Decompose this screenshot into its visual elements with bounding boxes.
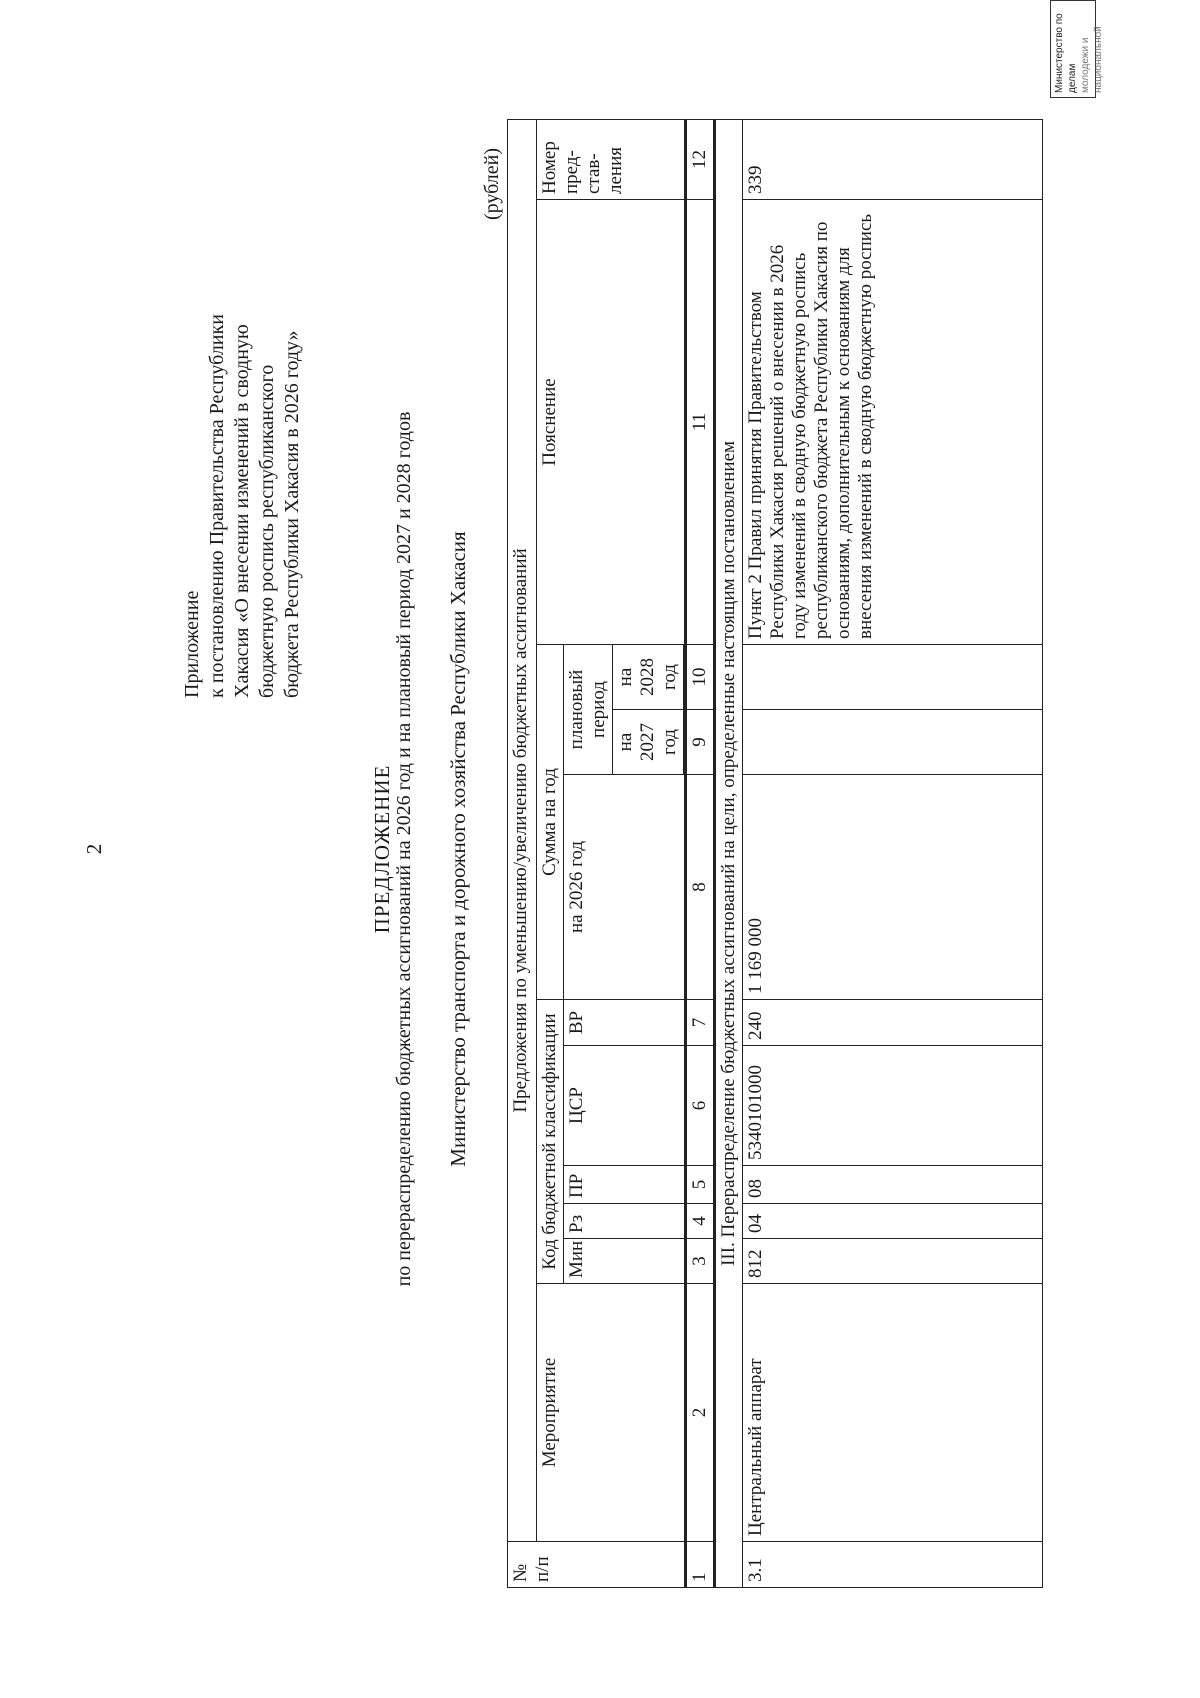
appendix-note: [180, 138, 305, 698]
header-planned: плановый период: [564, 645, 613, 775]
section-title: III. Перераспределение бюджетных ассигнований на цели, определенные настоящим постановлением: [715, 119, 743, 1587]
row-explanation: Пункт 2 Правил принятия Правительством Республики Хакасия решений о внесении в 2026 году изменений в сводную бюджетную роспись республиканского бюджета Республики Хакасия по основаниям, дополнительным к основаниям для внесения изменений в сводную бюджетную роспись: [743, 200, 1043, 645]
page-number: 2: [82, 843, 106, 855]
col-number: 7: [686, 1000, 715, 1046]
header-code: Код бюджетной классификации: [537, 1000, 564, 1284]
document-subtitle: по перераспределению бюджетных ассигнований на 2026 год и на плановый период 2027 и 2028 годов: [393, 411, 415, 1287]
header-vr: ВР: [564, 1000, 686, 1046]
row-rep-num: 339: [743, 119, 1043, 199]
header-num: № п/п: [508, 1542, 686, 1588]
row-2026: 1 169 000: [743, 775, 1043, 1000]
header-2027: на 2027 год: [613, 710, 684, 775]
row-event: Центральный аппарат: [743, 1284, 1043, 1542]
row-num: 3.1: [743, 1542, 1043, 1588]
registration-stamp: [1050, 0, 1104, 98]
col-number: 5: [686, 1166, 715, 1204]
row-min: 812: [743, 1239, 1043, 1284]
stamp-line: молодежи и национальной: [1080, 26, 1104, 93]
header-sum: Сумма на год: [537, 645, 564, 1000]
unit-label: (рублей): [481, 147, 503, 220]
header-rep-num: Номер пред-став-ления: [537, 119, 686, 199]
col-number: 8: [686, 775, 715, 1000]
row-vr: 240: [743, 1000, 1043, 1046]
row-pr: 08: [743, 1166, 1043, 1204]
col-number: 12: [686, 119, 715, 199]
row-csr: 5340101000: [743, 1046, 1043, 1166]
header-proposals: Предложения по уменьшению/увеличению бюджетных ассигнований: [508, 119, 537, 1541]
col-number: 11: [686, 200, 715, 645]
row-2028: [743, 645, 1043, 710]
col-number: 6: [686, 1046, 715, 1166]
header-min: Мин: [564, 1239, 686, 1284]
header-explanation: Пояснение: [537, 200, 686, 645]
column-number-row: [686, 119, 715, 1587]
reallocation-table: [507, 119, 1043, 1588]
document-title: ПРЕДЛОЖЕНИЕ: [370, 764, 394, 934]
col-number: 10: [686, 645, 715, 710]
row-2027: [743, 710, 1043, 775]
header-2028: на 2028 год: [613, 645, 684, 710]
header-2026: на 2026 год: [564, 775, 686, 1000]
appendix-line: бюджета Республики Хакасия в 2026 году»: [281, 330, 303, 698]
appendix-line: к постановлению Правительства Республики: [206, 314, 228, 698]
col-number: 3: [686, 1239, 715, 1284]
col-number: 4: [686, 1204, 715, 1239]
col-number: 1: [686, 1542, 715, 1588]
appendix-line: Приложение: [181, 590, 203, 698]
header-csr: ЦСР: [564, 1046, 686, 1166]
ministry-name: Министерство транспорта и дорожного хозяйства Республики Хакасия: [446, 531, 470, 1167]
header-rz: Рз: [564, 1204, 686, 1239]
row-rz: 04: [743, 1204, 1043, 1239]
header-event: Мероприятие: [537, 1284, 686, 1542]
col-number: 2: [686, 1284, 715, 1542]
col-number: 9: [686, 710, 715, 775]
stamp-line: Министерство по делам: [1054, 13, 1078, 93]
header-pr: ПР: [564, 1166, 686, 1204]
appendix-line: бюджетную роспись республиканского: [256, 364, 278, 698]
table-row: [743, 119, 1043, 1587]
appendix-line: Хакасия «О внесении изменений в сводную: [231, 324, 253, 698]
